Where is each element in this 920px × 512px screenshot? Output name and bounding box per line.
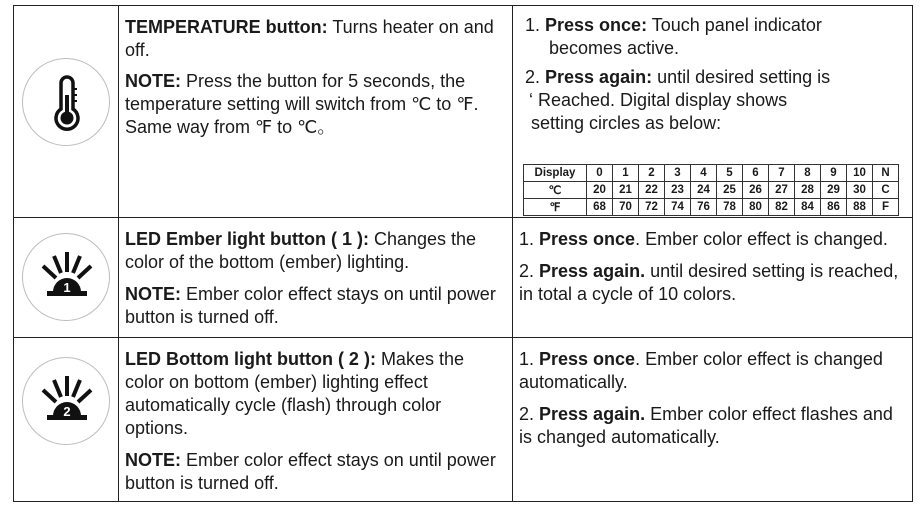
display-cell: 68 xyxy=(587,199,613,216)
note xyxy=(125,283,506,329)
note-label: NOTE: xyxy=(125,71,181,91)
table-row xyxy=(14,337,913,501)
action-step-2: 2. Press again: until desired setting is xyxy=(525,67,831,87)
ember-light-2-icon xyxy=(22,357,110,445)
instruction-table xyxy=(13,5,913,502)
note xyxy=(125,449,506,495)
display-cell: 72 xyxy=(639,199,665,216)
button-title: TEMPERATURE button: xyxy=(125,17,328,37)
table-row xyxy=(14,218,913,337)
display-cell: 8 xyxy=(795,165,821,182)
display-cell: 1 xyxy=(613,165,639,182)
display-cell: C xyxy=(873,182,899,199)
action-text: until desired setting is reached, in total a cycle of 10 colors. xyxy=(519,261,899,305)
action-bold: Press once xyxy=(539,348,636,369)
action-cell xyxy=(513,337,913,501)
action-step-2-cont: setting circles as below: xyxy=(531,113,722,133)
display-cell: 21 xyxy=(613,182,639,199)
action-text: until desired setting is xyxy=(652,67,831,87)
icon-cell xyxy=(14,218,119,337)
display-cell: 84 xyxy=(795,199,821,216)
action-text: Touch panel indicator xyxy=(647,15,822,35)
display-cell: 76 xyxy=(691,199,717,216)
icon-cell xyxy=(14,6,119,218)
action-cell xyxy=(513,6,913,218)
display-cell: 27 xyxy=(769,182,795,199)
display-cell: 86 xyxy=(821,199,847,216)
display-celsius-row xyxy=(524,182,899,199)
action-step-2: 2. Press again. Ember color effect flashes and is changed automatically. xyxy=(519,403,893,447)
display-cell: N xyxy=(873,165,899,182)
action-bold: Press once: xyxy=(545,15,648,35)
button-title: LED Bottom light button ( 2 ): xyxy=(125,348,376,369)
display-row-label: ℃ xyxy=(524,182,587,199)
icon-cell xyxy=(14,337,119,501)
display-cell: 23 xyxy=(665,182,691,199)
display-cell: 0 xyxy=(587,165,613,182)
display-cell: 78 xyxy=(717,199,743,216)
note xyxy=(125,70,506,139)
display-cell: 88 xyxy=(847,199,873,216)
display-settings-table xyxy=(523,164,899,216)
action-text: . Ember color effect is changed. xyxy=(635,229,888,250)
action-cell xyxy=(513,218,913,337)
description xyxy=(125,348,506,440)
description-text: Turns heater on and off. xyxy=(125,17,494,60)
action-text: Ember color effect flashes and is changed automatically. xyxy=(519,403,893,447)
display-row-label: Display xyxy=(524,165,587,182)
description xyxy=(125,228,506,274)
description-cell xyxy=(119,6,513,218)
display-cell: 24 xyxy=(691,182,717,199)
display-cell: 82 xyxy=(769,199,795,216)
display-cell: 2 xyxy=(639,165,665,182)
action-bold: Press again. xyxy=(539,261,646,282)
display-cell: 74 xyxy=(665,199,691,216)
display-cell: 5 xyxy=(717,165,743,182)
description-text: Makes the color on bottom (ember) lighting effect automatically cycle (flash) through color options. xyxy=(125,348,464,438)
display-cell: F xyxy=(873,199,899,216)
display-header-row xyxy=(524,165,899,182)
button-title: LED Ember light button ( 1 ): xyxy=(125,229,369,250)
display-cell: 70 xyxy=(613,199,639,216)
note-text: Ember color effect stays on until power button is turned off. xyxy=(125,284,496,328)
action-text: . Ember color effect is changed automatically. xyxy=(519,348,883,392)
display-cell: 25 xyxy=(717,182,743,199)
display-cell: 29 xyxy=(821,182,847,199)
action-step-1-cont: becomes active. xyxy=(549,38,680,58)
action-step-1: 1. Press once. Ember color effect is changed automatically. xyxy=(519,348,883,392)
action-bold: Press again: xyxy=(545,67,653,87)
action-step-1: 1. Press once. Ember color effect is changed. xyxy=(519,229,888,250)
note-label: NOTE: xyxy=(125,449,181,470)
display-cell: 28 xyxy=(795,182,821,199)
action-bold: Press once xyxy=(539,229,636,250)
display-cell: 26 xyxy=(743,182,769,199)
display-row-label: ℉ xyxy=(524,199,587,216)
display-cell: 80 xyxy=(743,199,769,216)
display-cell: 10 xyxy=(847,165,873,182)
note-label: NOTE: xyxy=(125,284,181,305)
display-cell: 6 xyxy=(743,165,769,182)
display-cell: 30 xyxy=(847,182,873,199)
action-step-2: 2. Press again. until desired setting is reached, in total a cycle of 10 colors. xyxy=(519,261,899,305)
display-cell: 7 xyxy=(769,165,795,182)
display-cell: 9 xyxy=(821,165,847,182)
ember-light-1-icon xyxy=(22,233,110,321)
action-step-2-cont: ‘ Reached. Digital display shows xyxy=(529,90,788,110)
display-fahrenheit-row xyxy=(524,199,899,216)
display-cell: 4 xyxy=(691,165,717,182)
action-step-1: 1. Press once: Touch panel indicator xyxy=(525,15,822,35)
description-cell xyxy=(119,337,513,501)
note-text: Ember color effect stays on until power button is turned off. xyxy=(125,449,496,493)
icon-number: 1 xyxy=(63,280,71,296)
description xyxy=(125,16,506,62)
action-bold: Press again. xyxy=(539,403,646,424)
note-text: Press the button for 5 seconds, the temperature setting will switch from ℃ to ℉. Same way from ℉ to ℃。 xyxy=(125,71,479,137)
display-cell: 3 xyxy=(665,165,691,182)
icon-number: 2 xyxy=(63,403,71,419)
table-row xyxy=(14,6,913,218)
description-text: Changes the color of the bottom (ember) lighting. xyxy=(125,229,477,273)
display-cell: 20 xyxy=(587,182,613,199)
thermometer-icon xyxy=(22,58,110,146)
display-cell: 22 xyxy=(639,182,665,199)
description-cell xyxy=(119,218,513,337)
